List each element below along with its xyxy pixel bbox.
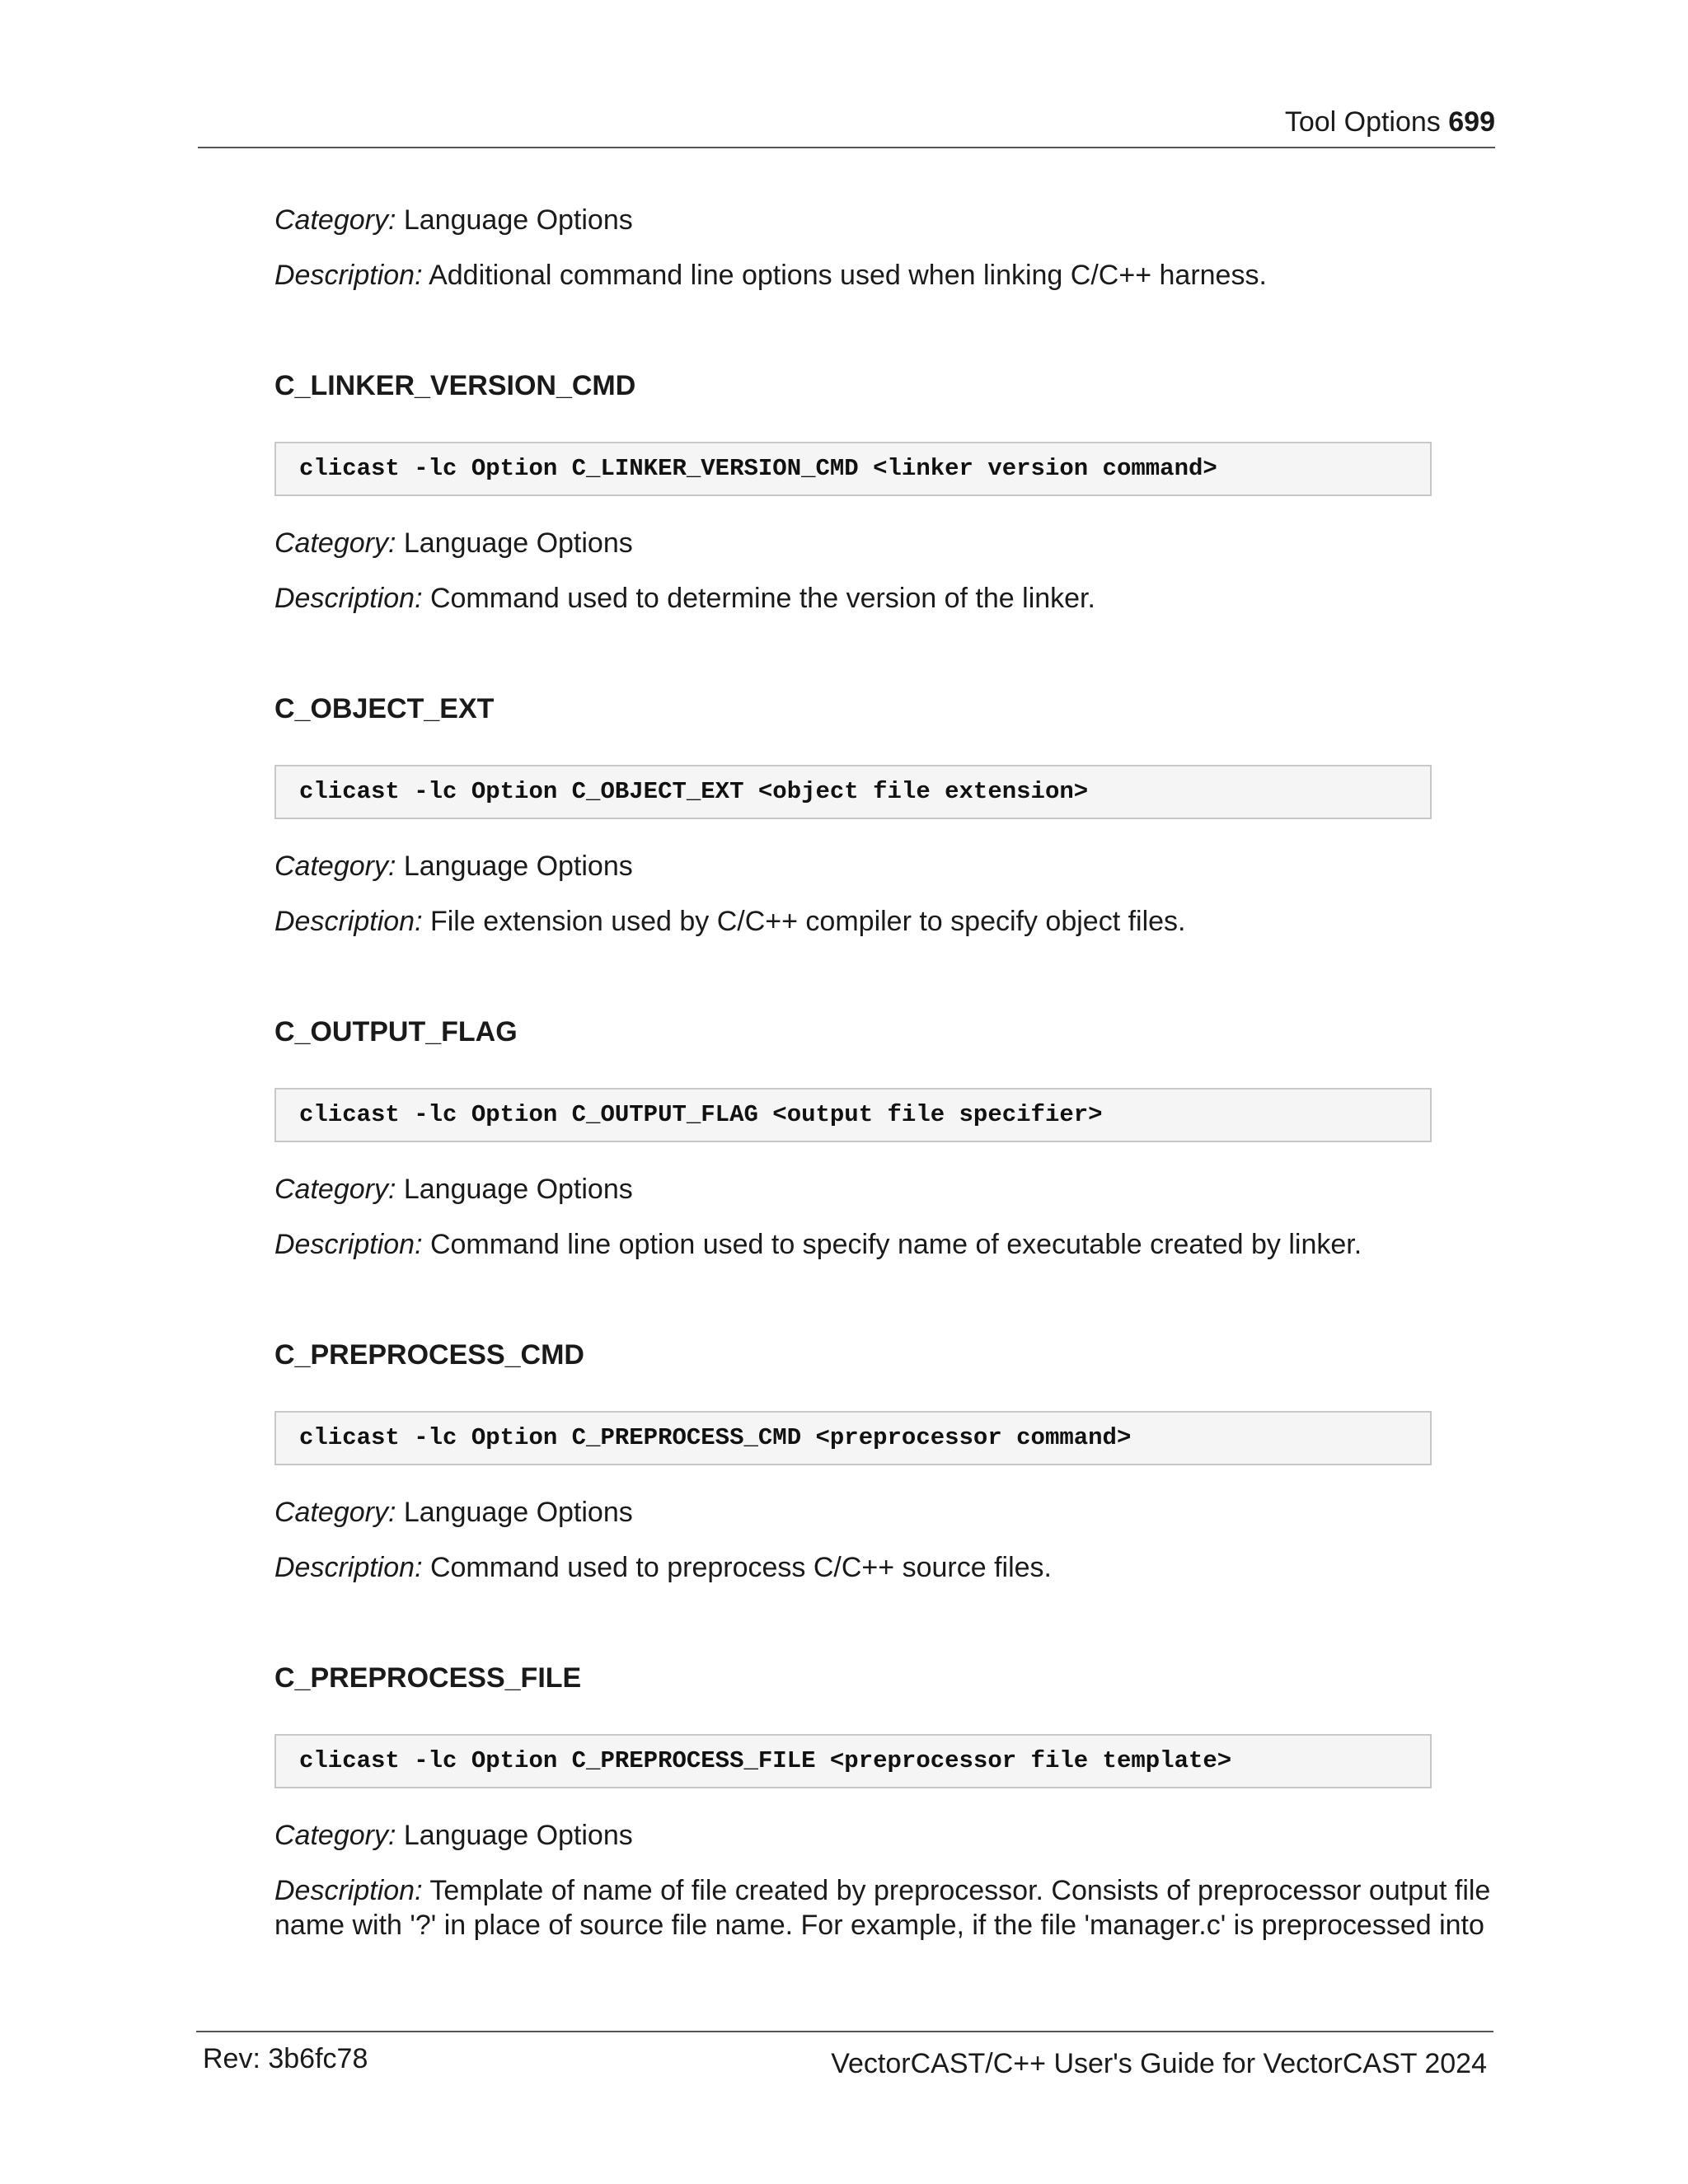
option-heading: C_LINKER_VERSION_CMD bbox=[274, 370, 636, 401]
option-heading: C_PREPROCESS_CMD bbox=[274, 1339, 584, 1371]
command-code-block: clicast -lc Option C_LINKER_VERSION_CMD <linker version command> bbox=[274, 442, 1432, 496]
guide-title: VectorCAST/C++ User's Guide for VectorCAST 2024 bbox=[831, 2048, 1487, 2079]
option-description: Description: Command line option used to specify name of executable created by linker. bbox=[274, 1229, 1362, 1260]
option-description: Description: File extension used by C/C++ compiler to specify object files. bbox=[274, 906, 1186, 937]
command-code-block: clicast -lc Option C_OUTPUT_FLAG <output file specifier> bbox=[274, 1088, 1432, 1142]
command-code-block: clicast -lc Option C_OBJECT_EXT <object file extension> bbox=[274, 765, 1432, 819]
option-heading: C_PREPROCESS_FILE bbox=[274, 1662, 582, 1694]
option-description: Description: Template of name of file created by preprocessor. Consists of preprocessor output file bbox=[274, 1875, 1491, 1906]
option-category: Category: Language Options bbox=[274, 527, 633, 559]
command-code-block: clicast -lc Option C_PREPROCESS_CMD <preprocessor command> bbox=[274, 1411, 1432, 1465]
option-description-continued: name with '?' in place of source file name. For example, if the file 'manager.c' is preprocessed into bbox=[274, 1910, 1484, 1941]
command-code-block: clicast -lc Option C_PREPROCESS_FILE <preprocessor file template> bbox=[274, 1734, 1432, 1788]
header-section-title: Tool Options bbox=[1284, 106, 1441, 138]
option-category: Category: Language Options bbox=[274, 1174, 633, 1205]
option-category: Category: Language Options bbox=[274, 851, 633, 882]
running-header bbox=[1285, 105, 1495, 138]
intro-description: Description: Additional command line options used when linking C/C++ harness. bbox=[274, 260, 1267, 291]
option-description: Description: Command used to preprocess C/C++ source files. bbox=[274, 1552, 1052, 1583]
option-category: Category: Language Options bbox=[274, 1497, 633, 1528]
page-header bbox=[198, 105, 1495, 148]
page-number: 699 bbox=[1448, 106, 1495, 138]
intro-category: Category: Language Options bbox=[274, 204, 633, 236]
footer-divider bbox=[196, 2031, 1493, 2032]
option-description: Description: Command used to determine the version of the linker. bbox=[274, 583, 1095, 614]
revision-label: Rev: 3b6fc78 bbox=[203, 2043, 368, 2074]
option-heading: C_OBJECT_EXT bbox=[274, 693, 495, 724]
option-category: Category: Language Options bbox=[274, 1820, 633, 1851]
option-heading: C_OUTPUT_FLAG bbox=[274, 1016, 518, 1047]
